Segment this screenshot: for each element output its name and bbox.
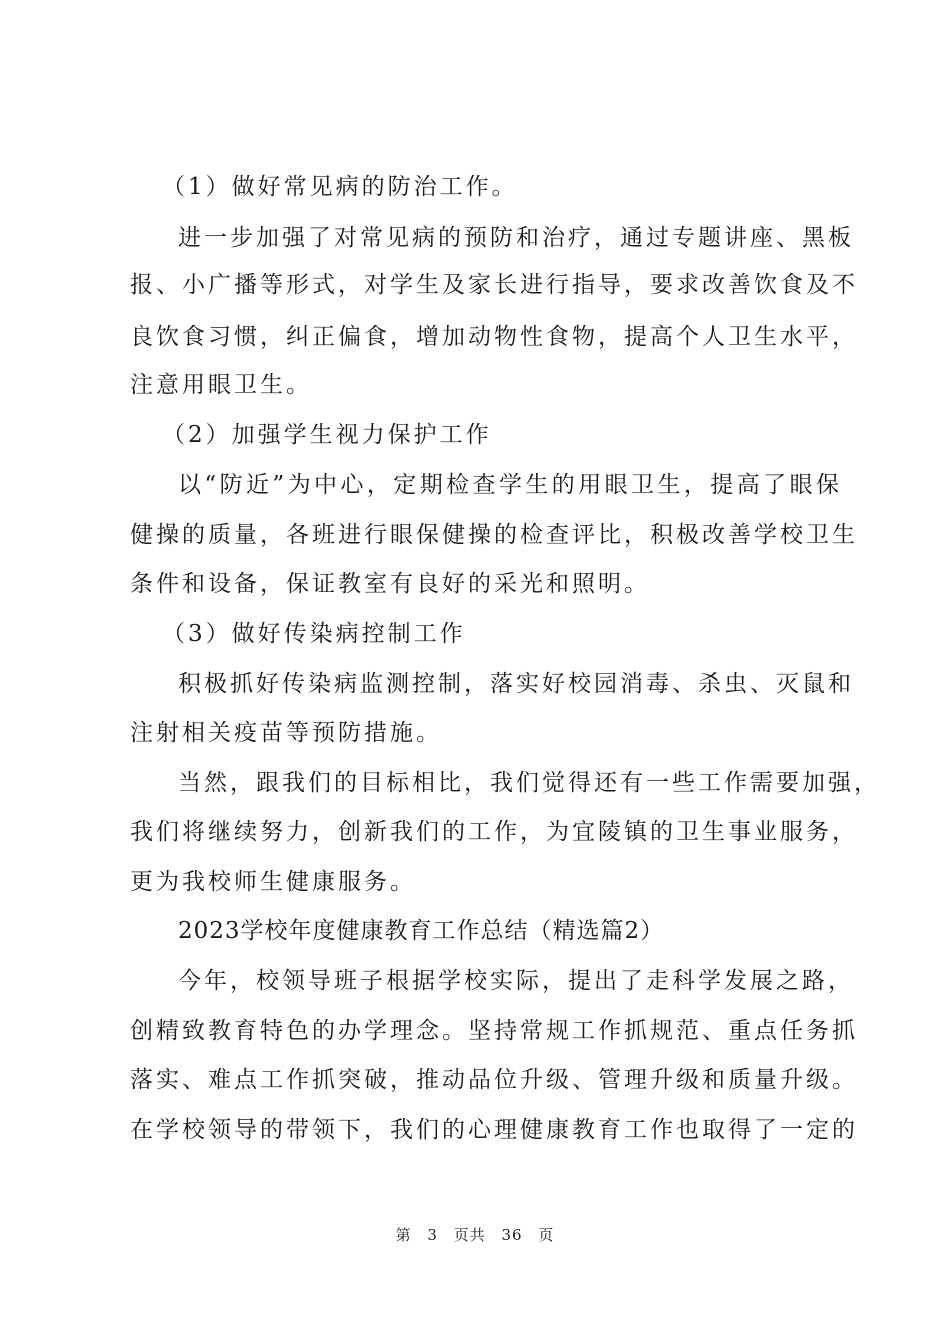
paragraph-line: 以“防近”为中心，定期检查学生的用眼卫生，提高了眼保: [178, 472, 842, 498]
paragraph-line: 健操的质量，各班进行眼保健操的检查评比，积极改善学校卫生: [130, 522, 858, 548]
paragraph-line: 当然，跟我们的目标相比，我们觉得还有一些工作需要加强，: [178, 770, 880, 796]
paragraph-line: 今年，校领导班子根据学校实际，提出了走科学发展之路，: [178, 968, 854, 994]
paragraph-line: 在学校领导的带领下，我们的心理健康教育工作也取得了一定的: [130, 1117, 858, 1143]
paragraph-line: 进一步加强了对常见病的预防和治疗，通过专题讲座、黑板: [178, 225, 854, 251]
paragraph-line: 报、小广播等形式，对学生及家长进行指导，要求改善饮食及不: [130, 272, 858, 298]
section-heading-1: （1）做好常见病的防治工作。: [162, 174, 518, 200]
paragraph-line: 良饮食习惯，纠正偏食，增加动物性食物，提高个人卫生水平，: [130, 324, 858, 350]
section-heading-3: （3）做好传染病控制工作: [162, 621, 466, 647]
article-title: 2023学校年度健康教育工作总结（精选篇2）: [178, 918, 665, 944]
paragraph-line: 我们将继续努力，创新我们的工作，为宜陵镇的卫生事业服务，: [130, 819, 858, 845]
paragraph-line: 条件和设备，保证教室有良好的采光和照明。: [130, 571, 650, 597]
paragraph-line: 更为我校师生健康服务。: [130, 869, 416, 895]
paragraph-line: 积极抓好传染病监测控制，落实好校园消毒、杀虫、灭鼠和: [178, 671, 854, 697]
paragraph-line: 创精致教育特色的办学理念。坚持常规工作抓规范、重点任务抓: [130, 1018, 858, 1044]
paragraph-line: 注意用眼卫生。: [130, 372, 312, 398]
page-number-footer: 第 3 页共 36 页: [395, 1226, 555, 1244]
section-heading-2: （2）加强学生视力保护工作: [162, 422, 492, 448]
paragraph-line: 落实、难点工作抓突破，推动品位升级、管理升级和质量升级。: [130, 1067, 858, 1093]
paragraph-line: 注射相关疫苗等预防措施。: [130, 720, 442, 746]
